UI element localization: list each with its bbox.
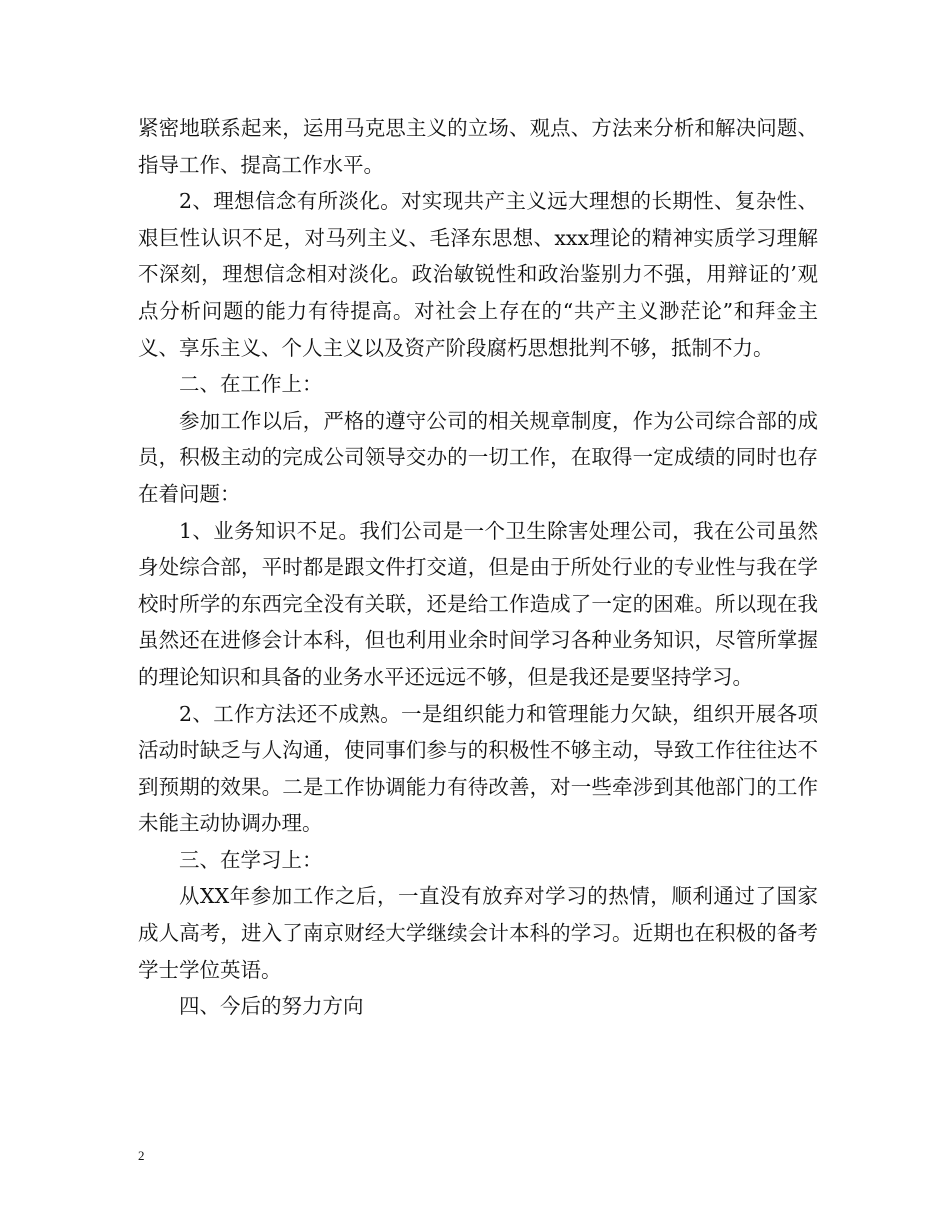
page-number: 2 xyxy=(138,1148,145,1163)
paragraph-6: 2、工作方法还不成熟。一是组织能力和管理能力欠缺，组织开展各项活动时缺乏与人沟通，使同事们参与的积极性不够主动，导致工作往往达不到预期的效果。二是工作协调能力有待改善，对一些牵涉到其他部门的工作未能主动协调办理。 xyxy=(138,701,818,836)
paragraph-2: 2、理想信念有所淡化。对实现共产主义远大理想的长期性、复杂性、艰巨性认识不足，对马列主义、毛泽东思想、xxx理论的精神实质学习理解不深刻，理想信念相对淡化。政治敏锐性和政治鉴别力不强，用辩证的’观点分析问题的能力有待提高。对社会上存在的“共产主义渺茫论”和拜金主义、享乐主义、个人主义以及资产阶段腐朽思想批判不够，抵制不力。 xyxy=(138,189,818,360)
paragraph-1: 紧密地联系起来，运用马克思主义的立场、观点、方法来分析和解决问题、指导工作、提高工作水平。 xyxy=(138,116,818,177)
paragraph-4: 参加工作以后，严格的遵守公司的相关规章制度，作为公司综合部的成员，积极主动的完成公司领导交办的一切工作，在取得一定成绩的同时也存在着问题： xyxy=(138,408,818,506)
document-body xyxy=(138,110,818,1025)
paragraph-5: 1、业务知识不足。我们公司是一个卫生除害处理公司，我在公司虽然身处综合部，平时都是跟文件打交道，但是由于所处行业的专业性与我在学校时所学的东西完全没有关联，还是给工作造成了一定的困难。所以现在我虽然还在进修会计本科，但也利用业余时间学习各种业务知识，尽管所掌握的理论知识和具备的业务水平还远远不够，但是我还是要坚持学习。 xyxy=(138,518,818,689)
paragraph-8: 从XX年参加工作之后，一直没有放弃对学习的热情，顺利通过了国家成人高考，进入了南京财经大学继续会计本科的学习。近期也在积极的备考学士学位英语。 xyxy=(138,884,818,982)
section-heading-study: 三、在学习上： xyxy=(179,847,323,872)
section-heading-future: 四、今后的努力方向 xyxy=(179,994,364,1019)
section-heading-work: 二、在工作上： xyxy=(179,372,323,397)
